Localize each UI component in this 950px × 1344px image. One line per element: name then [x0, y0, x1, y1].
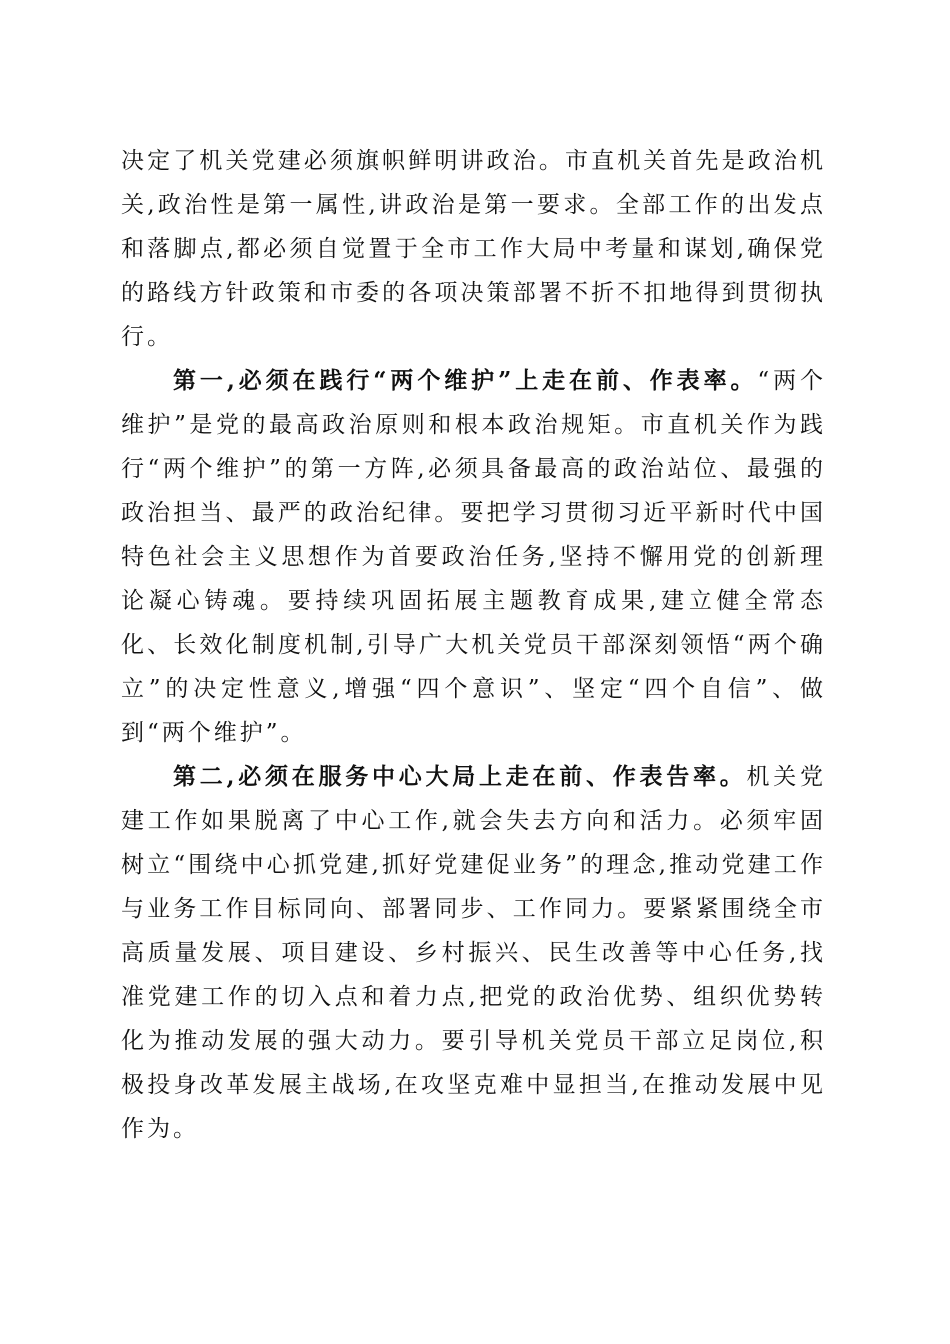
- paragraph-continuation: [121, 139, 826, 359]
- paragraph-text: 机关党建工作如果脱离了中心工作,就会失去方向和活力。必须牢固树立“围绕中心抓党建,抓好党建促业务”的理念,推动党建工作与业务工作目标同向、部署同步、工作同力。要紧紧围绕全市高质量发展、项目建设、乡村振兴、民生改善等中心任务,找准党建工作的切入点和着力点,把党的政治优势、组织优势转化为推动发展的强大动力。要引导机关党员干部立足岗位,积极投身改革发展主战场,在攻坚克难中显担当,在推动发展中见作为。: [121, 764, 826, 1142]
- paragraph-text: 决定了机关党建必须旗帜鲜明讲政治。市直机关首先是政治机关,政治性是第一属性,讲政治是第一要求。全部工作的出发点和落脚点,都必须自觉置于全市工作大局中考量和谋划,确保党的路线方针政策和市委的各项决策部署不折不扣地得到贯彻执行。: [121, 148, 826, 350]
- paragraph-heading: 第一,必须在践行“两个维护”上走在前、作表率。: [173, 367, 758, 394]
- document-body: [121, 139, 826, 1151]
- paragraph-first-point: [121, 359, 826, 755]
- paragraph-text: “两个维护”是党的最高政治原则和根本政治规矩。市直机关作为践行“两个维护”的第一方阵,必须具备最高的政治站位、最强的政治担当、最严的政治纪律。要把学习贯彻习近平新时代中国特色社会主义思想作为首要政治任务,坚持不懈用党的创新理论凝心铸魂。要持续巩固拓展主题教育成果,建立健全常态化、长效化制度机制,引导广大机关党员干部深刻领悟“两个确立”的决定性意义,增强“四个意识”、坚定“四个自信”、做到“两个维护”。: [121, 368, 827, 746]
- paragraph-heading: 第二,必须在服务中心大局上走在前、作表告率。: [173, 763, 747, 790]
- paragraph-second-point: [121, 755, 826, 1151]
